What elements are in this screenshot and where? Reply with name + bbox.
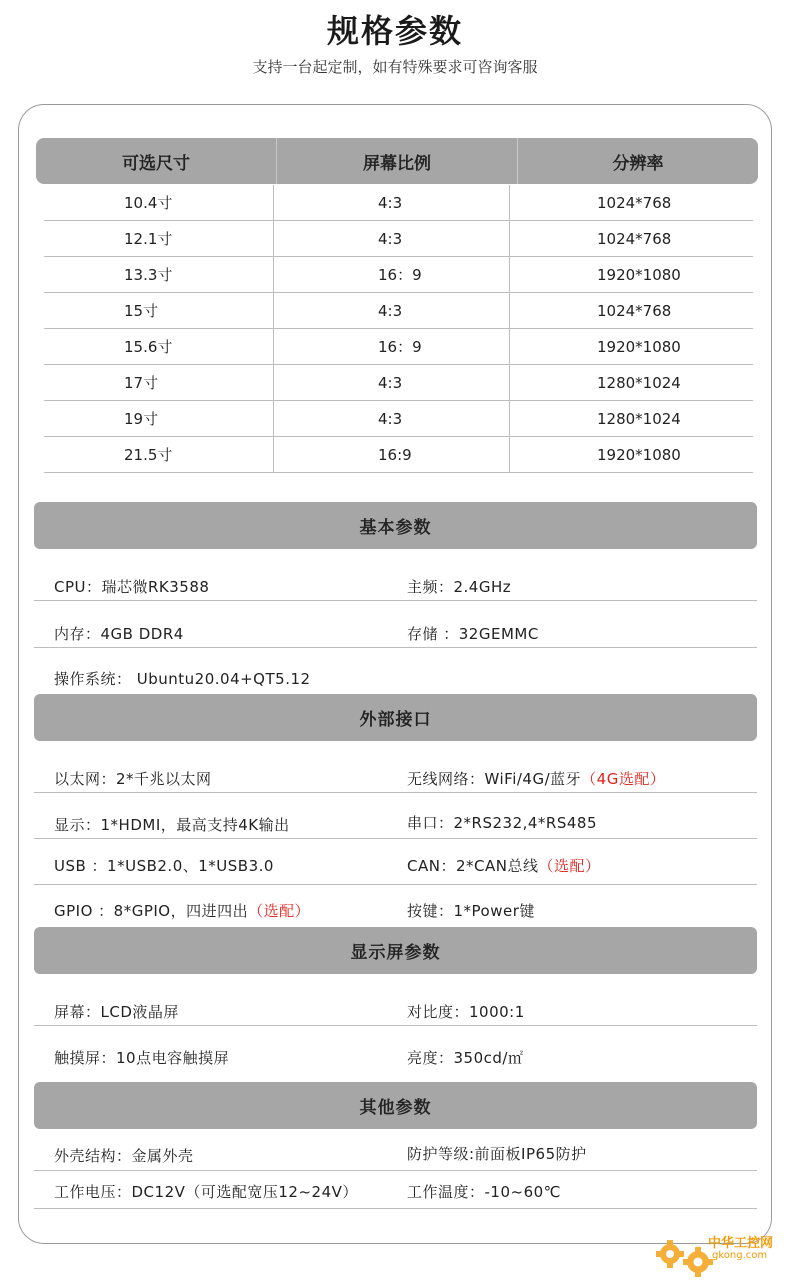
table-row bbox=[44, 293, 753, 329]
memory-spec: 内存：4GB DDR4 bbox=[54, 625, 184, 643]
storage-spec: 存储 ：32GEMMC bbox=[407, 625, 539, 643]
shell-spec: 外壳结构：金属外壳 bbox=[54, 1147, 194, 1165]
cell-ratio: 4:3 bbox=[273, 221, 509, 256]
cell-resolution: 1280*1024 bbox=[509, 401, 753, 436]
cpu-spec: CPU：瑞芯微RK3588 bbox=[54, 578, 210, 596]
cell-resolution: 1024*768 bbox=[509, 185, 753, 220]
watermark-name: 中华工控网 bbox=[708, 1236, 774, 1251]
freq-spec: 主频：2.4GHz bbox=[407, 578, 512, 596]
table-row bbox=[44, 257, 753, 293]
contrast-spec: 对比度：1000:1 bbox=[407, 1003, 525, 1021]
table-row bbox=[44, 185, 753, 221]
brightness-spec: 亮度：350cd/㎡ bbox=[407, 1049, 524, 1067]
table-row bbox=[44, 401, 753, 437]
page-subtitle: 支持一台起定制，如有特殊要求可咨询客服 bbox=[252, 58, 538, 76]
screen-spec: 屏幕：LCD液晶屏 bbox=[54, 1003, 179, 1021]
cell-resolution: 1920*1080 bbox=[509, 437, 753, 472]
usb-spec: USB ：1*USB2.0、1*USB3.0 bbox=[54, 857, 274, 875]
cell-resolution: 1920*1080 bbox=[509, 257, 753, 292]
keys-spec: 按键：1*Power键 bbox=[407, 902, 535, 920]
other-row-2 bbox=[34, 1181, 757, 1209]
header-size: 可选尺寸 bbox=[122, 153, 190, 174]
cell-ratio: 16：9 bbox=[273, 329, 509, 364]
display-row-1 bbox=[34, 1001, 757, 1026]
cell-resolution: 1024*768 bbox=[509, 221, 753, 256]
cell-size: 13.3寸 bbox=[124, 266, 173, 284]
cell-size: 21.5寸 bbox=[124, 446, 173, 464]
table-row bbox=[44, 365, 753, 401]
basic-row-2 bbox=[34, 623, 757, 648]
protection-spec: 防护等级:前面板IP65防护 bbox=[407, 1145, 587, 1163]
cell-size: 19寸 bbox=[124, 410, 159, 428]
header-resolution: 分辨率 bbox=[517, 138, 758, 184]
wireless-text: 无线网络：WiFi/4G/蓝牙 bbox=[407, 770, 582, 788]
can-optional: （选配） bbox=[538, 857, 601, 875]
cell-resolution: 1920*1080 bbox=[509, 329, 753, 364]
table-row bbox=[44, 221, 753, 257]
os-spec: 操作系统： Ubuntu20.04+QT5.12 bbox=[54, 670, 311, 688]
cell-size: 15.6寸 bbox=[124, 338, 173, 356]
serial-spec: 串口：2*RS232,4*RS485 bbox=[407, 814, 598, 832]
ethernet-spec: 以太网：2*千兆以太网 bbox=[54, 770, 212, 788]
iface-row-2 bbox=[34, 812, 757, 839]
voltage-spec: 工作电压：DC12V（可选配宽压12~24V） bbox=[54, 1183, 358, 1201]
cell-ratio: 16：9 bbox=[273, 257, 509, 292]
touch-spec: 触摸屏：10点电容触摸屏 bbox=[54, 1049, 230, 1067]
other-row-1 bbox=[34, 1143, 757, 1171]
page-title: 规格参数 bbox=[326, 12, 463, 50]
cell-size: 15寸 bbox=[124, 302, 159, 320]
can-text: CAN：2*CAN总线 bbox=[407, 857, 539, 875]
size-table-body bbox=[44, 185, 753, 473]
temperature-spec: 工作温度：-10~60℃ bbox=[407, 1183, 562, 1201]
cell-ratio: 4:3 bbox=[273, 401, 509, 436]
cell-resolution: 1280*1024 bbox=[509, 365, 753, 400]
gpio-spec bbox=[54, 900, 310, 921]
basic-params-bar: 基本参数 bbox=[34, 502, 757, 549]
cell-ratio: 4:3 bbox=[273, 185, 509, 220]
header-ratio: 屏幕比例 bbox=[276, 138, 517, 184]
gpio-text: GPIO ：8*GPIO，四进四出 bbox=[54, 902, 249, 920]
cell-size: 17寸 bbox=[124, 374, 159, 392]
table-row bbox=[44, 437, 753, 473]
iface-row-3 bbox=[34, 855, 757, 885]
display-row-2 bbox=[34, 1047, 757, 1071]
basic-row-3 bbox=[34, 668, 757, 692]
display-params-bar: 显示屏参数 bbox=[34, 927, 757, 974]
size-table-header bbox=[36, 138, 758, 184]
cell-ratio: 16:9 bbox=[273, 437, 509, 472]
cell-size: 12.1寸 bbox=[124, 230, 173, 248]
iface-row-1 bbox=[34, 768, 757, 793]
gpio-optional: （选配） bbox=[248, 902, 311, 920]
wireless-spec bbox=[407, 768, 665, 789]
iface-row-4 bbox=[34, 900, 757, 924]
cell-ratio: 4:3 bbox=[273, 365, 509, 400]
basic-row-1 bbox=[34, 576, 757, 601]
can-spec bbox=[407, 855, 600, 876]
table-row bbox=[44, 329, 753, 365]
cell-ratio: 4:3 bbox=[273, 293, 509, 328]
other-params-bar: 其他参数 bbox=[34, 1082, 757, 1129]
cell-resolution: 1024*768 bbox=[509, 293, 753, 328]
display-spec: 显示：1*HDMI，最高支持4K输出 bbox=[54, 816, 290, 834]
watermark-url: gkong.com bbox=[712, 1250, 768, 1261]
interfaces-bar: 外部接口 bbox=[34, 694, 757, 741]
cell-size: 10.4寸 bbox=[124, 194, 173, 212]
wireless-optional: （4G选配） bbox=[581, 770, 666, 788]
